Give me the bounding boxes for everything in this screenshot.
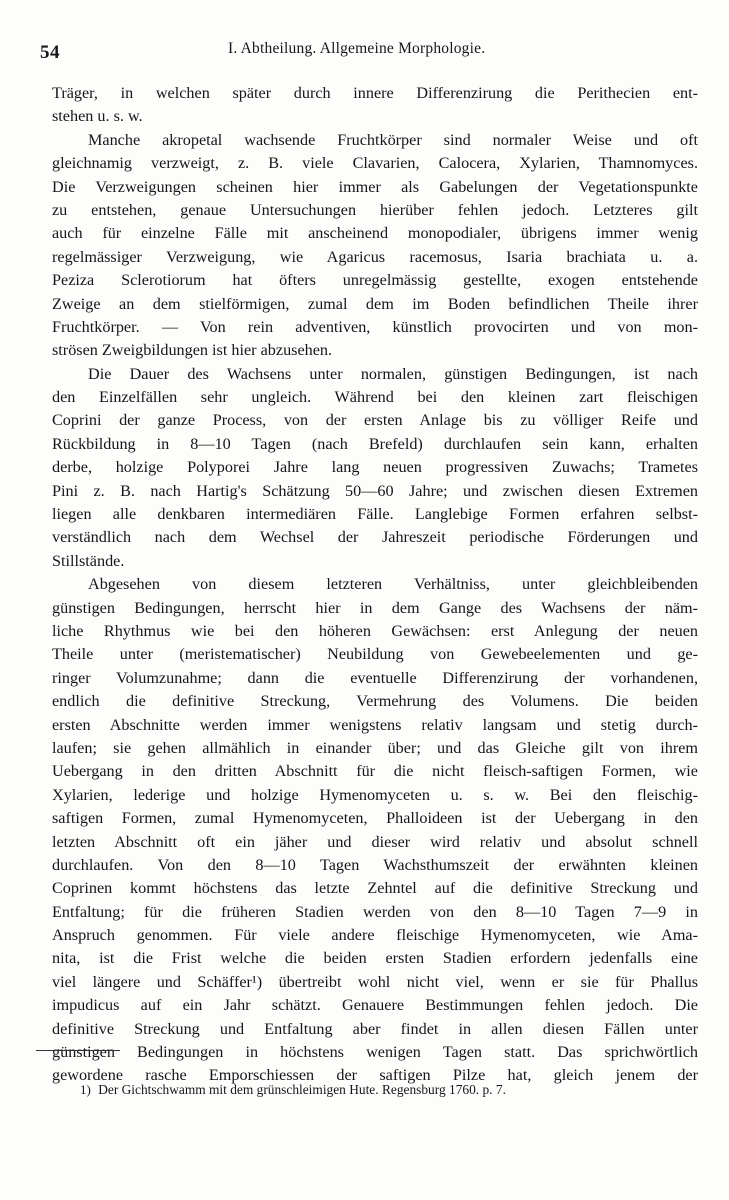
text-line: Anspruch genommen. Für viele andere fleischige Hymenomyceten, wie Ama- xyxy=(52,926,698,945)
text-line: Fruchtkörper. — Von rein adventiven, künstlich provocirten und von mon- xyxy=(52,317,698,336)
text-line: Peziza Sclerotiorum hat öfters unregelmässig gestellte, exogen entstehende xyxy=(52,271,698,290)
text-line: Pini z. B. nach Hartig's Schätzung 50—60 Jahre; und zwischen diesen Extremen xyxy=(52,481,698,500)
text-line: derbe, holzige Polyporei Jahre lang neuen progressiven Zuwachs; Trametes xyxy=(52,458,698,477)
text-line: verständlich nach dem Wechsel der Jahreszeit periodische Förderungen und xyxy=(52,528,698,547)
footnote-marker: 1) xyxy=(80,1082,91,1097)
text-line: nita, ist die Frist welche die beiden ersten Stadien erfordern jedenfalls eine xyxy=(52,949,698,968)
text-line: durchlaufen. Von den 8—10 Tagen Wachsthumszeit der erwähnten kleinen xyxy=(52,855,698,874)
text-line: ersten Abschnitte werden immer wenigstens relativ langsam und stetig durch- xyxy=(52,715,698,734)
text-line: Coprini der ganze Process, von der ersten Anlage bis zu völliger Reife und xyxy=(52,411,698,430)
text-line: laufen; sie gehen allmählich in einander über; und das Gleiche gilt von ihrem xyxy=(52,738,698,757)
text-line: Entfaltung; für die früheren Stadien werden von den 8—10 Tagen 7—9 in xyxy=(52,902,698,921)
text-line: Die Dauer des Wachsens unter normalen, günstigen Bedingungen, ist nach xyxy=(88,364,698,383)
text-line: Rückbildung in 8—10 Tagen (nach Brefeld) durchlaufen sein kann, erhalten xyxy=(52,434,698,453)
text-line: zu entstehen, genaue Untersuchungen hierüber fehlen jedoch. Letzteres gilt xyxy=(52,200,698,219)
text-line: gewordene rasche Emporschiessen der saftigen Pilze hat, gleich jenem der xyxy=(52,1066,698,1085)
text-line: Uebergang in den dritten Abschnitt für die nicht fleisch-saftigen Formen, wie xyxy=(52,762,698,781)
text-line: Abgesehen von diesem letzteren Verhältniss, unter gleichbleibenden xyxy=(88,575,698,594)
text-line: Manche akropetal wachsende Fruchtkörper sind normaler Weise und oft xyxy=(88,130,698,149)
text-line: endlich die definitive Streckung, Vermehrung des Volumens. Die beiden xyxy=(52,692,698,711)
text-line: Coprinen kommt höchstens das letzte Zehntel auf die definitive Streckung und xyxy=(52,879,698,898)
text-line: liche Rhythmus wie bei den höheren Gewächsen: erst Anlegung der neuen xyxy=(52,621,698,640)
text-line: Zweige an dem stielförmigen, zumal dem im Boden befindlichen Theile ihrer xyxy=(52,294,698,313)
page-number: 54 xyxy=(40,42,60,63)
text-line: den Einzelfällen sehr ungleich. Während bei den kleinen zart fleischigen xyxy=(52,388,698,407)
footnote xyxy=(80,1082,680,1098)
text-line: regelmässiger Verzweigung, wie Agaricus racemosus, Isaria brachiata u. a. xyxy=(52,247,698,266)
text-line: Die Verzweigungen scheinen hier immer als Gabelungen der Vegetationspunkte xyxy=(52,177,698,196)
text-line: letzten Abschnitt oft ein jäher und dieser wird relativ und absolut schnell xyxy=(52,832,698,851)
text-line: gleichnamig verzweigt, z. B. viele Clavarien, Calocera, Xylarien, Thamnomyces. xyxy=(52,154,698,173)
text-line: saftigen Formen, zumal Hymenomyceten, Phalloideen ist der Uebergang in den xyxy=(52,809,698,828)
text-line: stehen u. s. w. xyxy=(52,107,143,126)
text-line: impudicus auf ein Jahr schätzt. Genauere Bestimmungen fehlen jedoch. Die xyxy=(52,996,698,1015)
text-line: Träger, in welchen später durch innere Differenzirung die Perithecien ent- xyxy=(52,84,698,102)
page-header xyxy=(40,40,690,66)
text-line: Theile unter (meristematischer) Neubildung von Gewebeelementen und ge- xyxy=(52,645,698,664)
text-line: liegen alle denkbaren intermediären Fälle. Langlebige Formen erfahren selbst- xyxy=(52,505,698,524)
body-text xyxy=(52,82,698,1088)
text-line: Stillstände. xyxy=(52,551,125,570)
footnote-text: Der Gichtschwamm mit dem grünschleimigen Hute. Regensburg 1760. p. 7. xyxy=(98,1082,506,1097)
text-line: strösen Zweigbildungen ist hier abzusehen. xyxy=(52,341,333,360)
text-line: viel längere und Schäffer¹) übertreibt wohl nicht viel, wenn er sie für Phallus xyxy=(52,972,698,991)
running-head: I. Abtheilung. Allgemeine Morphologie. xyxy=(228,40,486,57)
text-line: auch für einzelne Fälle mit anscheinend monopodialer, übrigens immer wenig xyxy=(52,224,698,243)
text-line: Xylarien, lederige und holzige Hymenomyceten u. s. w. Bei den fleischig- xyxy=(52,785,698,804)
footnote-divider xyxy=(36,1050,120,1051)
text-line: ringer Volumzunahme; dann die eventuelle Differenzirung der vorhandenen, xyxy=(52,668,698,687)
text-line: günstigen Bedingungen in höchstens wenigen Tagen statt. Das sprichwörtlich xyxy=(52,1043,698,1062)
text-line: günstigen Bedingungen, herrscht hier in dem Gange des Wachsens der näm- xyxy=(52,598,698,617)
text-line: definitive Streckung und Entfaltung aber findet in allen diesen Fällen unter xyxy=(52,1019,698,1038)
